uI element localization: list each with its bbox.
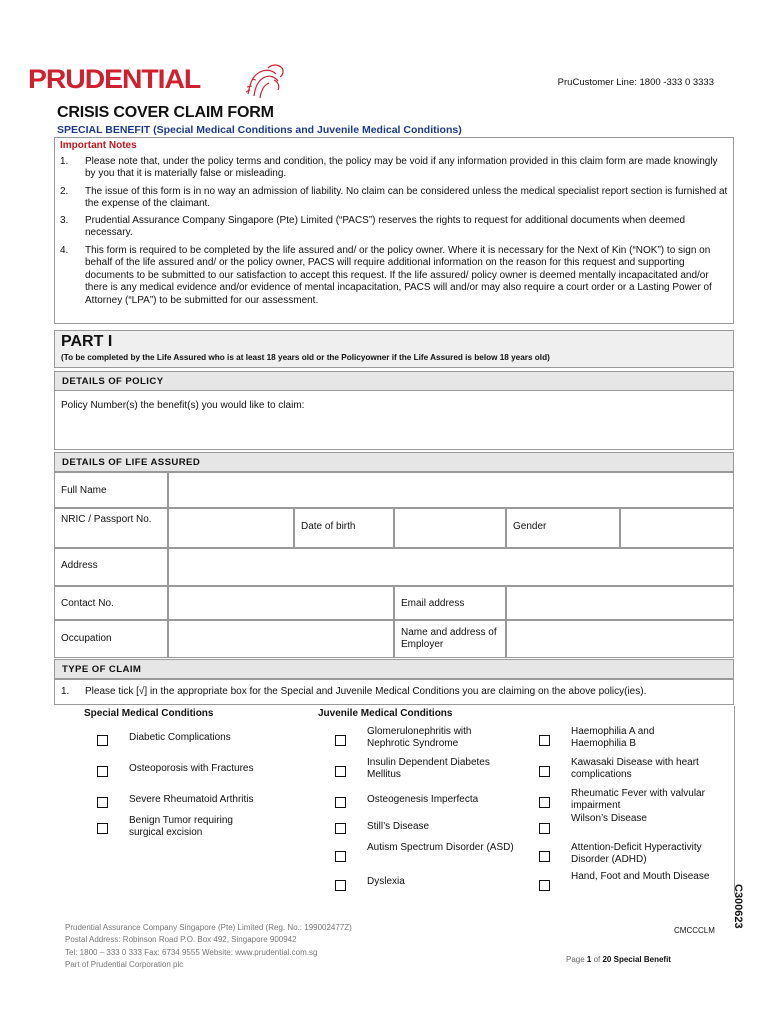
logo-wordmark: PRUDENTIAL	[28, 64, 201, 94]
part-header	[54, 330, 734, 368]
condition-label: Wilson’s Disease	[571, 813, 647, 824]
nric-field[interactable]	[168, 508, 294, 548]
condition-label: Diabetic Complications	[129, 732, 231, 743]
claim-instruction-row: 1. Please tick [√] in the appropriate box for the Special and Juvenile Medical Conditions you are claiming on the above policy(ies).	[54, 679, 734, 705]
checkbox-osteogenesis-imperfecta[interactable]	[335, 797, 346, 808]
condition-label: Autism Spectrum Disorder (ASD)	[367, 842, 514, 853]
condition-label: Hand, Foot and Mouth Disease	[571, 871, 710, 882]
condition-label: Kawasaki Disease with heart complications	[571, 757, 699, 780]
checkbox-haemophilia[interactable]	[539, 735, 550, 746]
checkbox-glomerulonephritis[interactable]	[335, 735, 346, 746]
condition-label: Still’s Disease	[367, 821, 430, 832]
checkbox-wilsons-disease[interactable]	[539, 823, 550, 834]
checkbox-adhd[interactable]	[539, 851, 550, 862]
condition-label: Rheumatic Fever with valvular impairment	[571, 788, 705, 811]
gender-field[interactable]	[620, 508, 734, 548]
email-label-cell: Email address	[394, 586, 506, 620]
form-title: CRISIS COVER CLAIM FORM	[57, 104, 274, 121]
part-title: PART I	[61, 333, 113, 350]
occupation-field[interactable]	[168, 620, 394, 658]
condition-label: Dyslexia	[367, 876, 405, 887]
checkbox-autism[interactable]	[335, 851, 346, 862]
checkbox-rheumatic-fever[interactable]	[539, 797, 550, 808]
prudential-logo	[28, 60, 283, 100]
checkbox-diabetic-complications[interactable]	[97, 735, 108, 746]
page-number: Page 1 of 20 Special Benefit	[566, 955, 671, 964]
contact-field[interactable]	[168, 586, 394, 620]
checkbox-insulin-dependent-diabetes[interactable]	[335, 766, 346, 777]
special-conditions-heading: Special Medical Conditions	[84, 708, 214, 719]
condition-label: Attention-Deficit Hyperactivity Disorder (ADHD)	[571, 842, 702, 865]
form-subtitle: SPECIAL BENEFIT (Special Medical Conditions and Juvenile Medical Conditions)	[57, 124, 462, 136]
address-label-cell: Address	[54, 548, 168, 586]
policy-number-field[interactable]	[54, 390, 734, 450]
dob-field[interactable]	[394, 508, 506, 548]
condition-label: Osteogenesis Imperfecta	[367, 794, 479, 805]
customer-hotline: PruCustomer Line: 1800 -333 0 3333	[557, 77, 714, 88]
notes-heading: Important Notes	[60, 140, 137, 151]
juvenile-conditions-heading: Juvenile Medical Conditions	[318, 708, 453, 719]
condition-label: Severe Rheumatoid Arthritis	[129, 794, 254, 805]
condition-label: Benign Tumor requiring surgical excision	[129, 815, 233, 838]
address-field[interactable]	[168, 548, 734, 586]
checkbox-osteoporosis[interactable]	[97, 766, 108, 777]
condition-label: Insulin Dependent Diabetes Mellitus	[367, 757, 490, 780]
important-notes: Important Notes 1. Please note that, under the policy terms and condition, the policy may be void if any information provided in this claim form are made knowingly by you that it is materially false or misleading. 2. The issue of this form is in no way an admission of liability. No claim can be considered unless the medical specialist report section is furnished at the expense of the claimant. 3. Prudential Assurance Company Singapore (Pte) Limited (“PACS”) reserves the rights to request for additional documents when deemed necessary. 4. This form is required to be completed by the life assured and/ or the policy owner. Where it is necessary for the Next of Kin (“NOK”) to sign on behalf of the life assured and/ or the policy owner, PACS will require additional information on the reason for this request and supporting documents to be submitted to our satisfaction to accept this request. If the life assured/ policy owner is deemed mentally incapacitated and/or there is any medical evidence and/or evidence of mental incapacitation, PACS will and/or may also require a court order or a Lasting Power of Attorney (“LPA”) to be submitted for our assessment.	[54, 137, 734, 324]
nric-label-cell: NRIC / Passport No.	[54, 508, 168, 548]
occupation-label-cell: Occupation	[54, 620, 168, 658]
side-form-code: C300623	[732, 884, 744, 929]
section-heading-life-assured: DETAILS OF LIFE ASSURED	[54, 452, 734, 472]
policy-number-label: Policy Number(s) the benefit(s) you would like to claim:	[61, 400, 305, 411]
checkbox-kawasaki[interactable]	[539, 766, 550, 777]
gender-label-cell: Gender	[506, 508, 620, 548]
right-border-line	[734, 706, 735, 894]
contact-label-cell: Contact No.	[54, 586, 168, 620]
part-subtitle: (To be completed by the Life Assured who is at least 18 years old or the Policyowner if the Life Assured is below 18 years old)	[61, 353, 550, 362]
checkbox-hand-foot-mouth[interactable]	[539, 880, 550, 891]
form-code: CMCCCLM	[674, 926, 715, 935]
checkbox-stills-disease[interactable]	[335, 823, 346, 834]
full-name-field[interactable]	[168, 472, 734, 508]
condition-label: Glomerulonephritis with Nephrotic Syndrome	[367, 726, 472, 749]
employer-label-cell: Name and address of Employer	[394, 620, 506, 658]
section-heading-policy: DETAILS OF POLICY	[54, 371, 734, 391]
condition-label: Osteoporosis with Fractures	[129, 763, 254, 774]
full-name-label-cell: Full Name	[54, 472, 168, 508]
checkbox-dyslexia[interactable]	[335, 880, 346, 891]
email-field[interactable]	[506, 586, 734, 620]
section-heading-claim: TYPE OF CLAIM	[54, 659, 734, 679]
checkbox-benign-tumor[interactable]	[97, 823, 108, 834]
dob-label-cell: Date of birth	[294, 508, 394, 548]
company-footer: Prudential Assurance Company Singapore (Pte) Limited (Reg. No.: 199002477Z) Postal Address: Robinson Road P.O. Box 492, Singapore 900942 Tel: 1800 – 333 0 333 Fax: 6734 9555 Website: www.prudential.com.sg Part of Prudential Corporation plc	[65, 923, 352, 970]
checkbox-rheumatoid-arthritis[interactable]	[97, 797, 108, 808]
employer-field[interactable]	[506, 620, 734, 658]
prudence-head-icon	[238, 60, 288, 100]
condition-label: Haemophilia A and Haemophilia B	[571, 726, 655, 749]
